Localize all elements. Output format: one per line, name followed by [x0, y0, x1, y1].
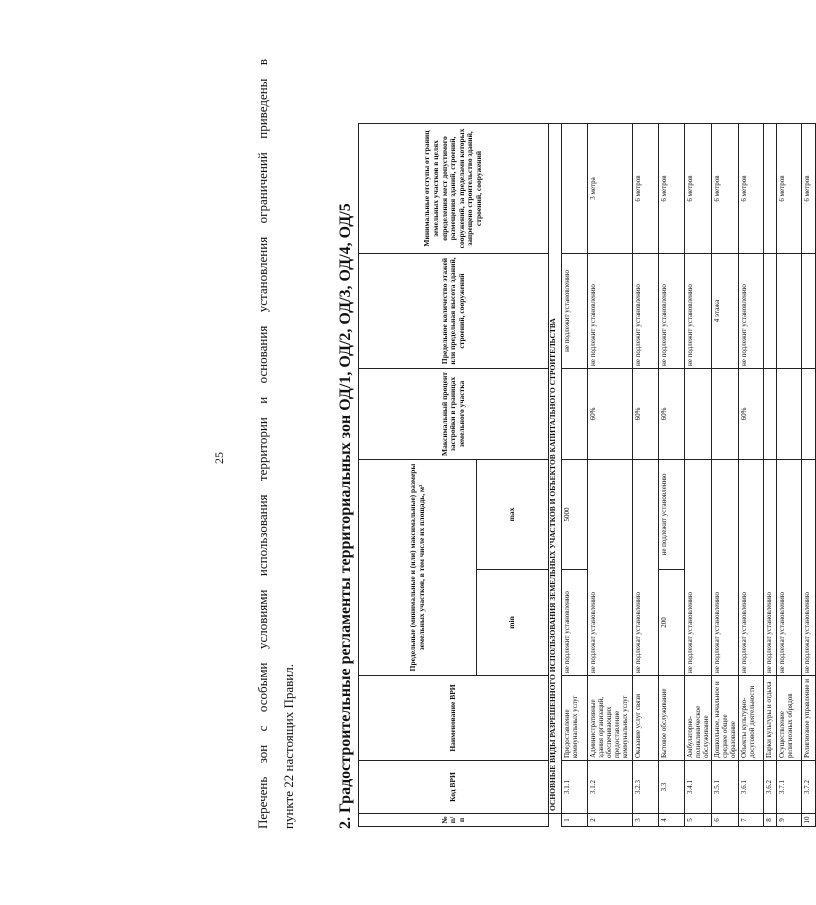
- header-name: Наименование ВРИ: [359, 676, 549, 761]
- row-percent: [777, 369, 802, 460]
- row-code: 3.1.1: [562, 761, 588, 814]
- row-setback: 6 метров: [802, 124, 816, 254]
- row-size: не подлежат установлению: [777, 460, 802, 676]
- table-row: [712, 124, 739, 827]
- row-floors: не подлежит установлению: [659, 254, 685, 369]
- intro-paragraph: [250, 59, 302, 829]
- row-name: Предоставление коммунальных услуг: [562, 676, 588, 761]
- section-spacer: [549, 814, 562, 827]
- row-num: 7: [739, 814, 764, 827]
- row-size: не подлежат установлению: [633, 460, 659, 676]
- row-floors: [777, 254, 802, 369]
- section-title: 2. Градостроительные регламенты территориальных зон ОД/1, ОД/2, ОД/3, ОД/4, ОД/5: [337, 203, 354, 829]
- row-setback: [562, 124, 588, 254]
- row-name: Оказание услуг связи: [633, 676, 659, 761]
- row-num: 1: [562, 814, 588, 827]
- row-floors: 4 этажа: [712, 254, 739, 369]
- header-min: min: [477, 570, 549, 676]
- row-percent: 60%: [739, 369, 764, 460]
- row-floors: не подлежит установлению: [739, 254, 764, 369]
- row-num: 5: [685, 814, 712, 827]
- header-setback: Минимальные отступы от границ земельных участков в целях определения мест допустимого размещения зданий, строений, сооружений, за пределами которых запрещено строительство зданий, строений, сооружений: [359, 124, 549, 254]
- header-max: max: [477, 460, 549, 570]
- row-code: 3.2.3: [633, 761, 659, 814]
- row-size: не подлежат установлению: [588, 460, 633, 676]
- row-setback: 6 метров: [633, 124, 659, 254]
- header-percent: Максимальный процент застройки в границах земельного участка: [359, 369, 549, 460]
- row-percent: [712, 369, 739, 460]
- row-floors: не подлежит установлению: [588, 254, 633, 369]
- row-percent: [802, 369, 816, 460]
- table-row: [562, 124, 588, 827]
- row-size: не подлежат установлению: [712, 460, 739, 676]
- row-min: не подлежит установлению: [562, 570, 588, 676]
- row-code: 3.6.2: [764, 761, 777, 814]
- row-setback: 6 метров: [685, 124, 712, 254]
- row-min: 200: [659, 570, 685, 676]
- row-floors: не подлежит установлению: [685, 254, 712, 369]
- row-name: Амбулаторно-поликлиническое обслуживание: [685, 676, 712, 761]
- intro-line-1: Перечень зон с особыми условиями использования территории и основания установления ограничений приведены в: [255, 59, 270, 829]
- row-floors: не подлежит установлению: [562, 254, 588, 369]
- row-max: не подлежит установлению: [659, 460, 685, 570]
- row-max: 5000: [562, 460, 588, 570]
- regulations-table: [358, 123, 816, 827]
- row-num: 8: [764, 814, 777, 827]
- row-floors: [764, 254, 777, 369]
- row-setback: [764, 124, 777, 254]
- section-row: [549, 124, 562, 827]
- row-num: 2: [588, 814, 633, 827]
- table-row: [659, 124, 685, 827]
- row-num: 6: [712, 814, 739, 827]
- row-name: Парки культуры и отдыха: [764, 676, 777, 761]
- table-row: [685, 124, 712, 827]
- header-num: № п/п: [359, 814, 549, 827]
- header-code: Код ВРИ: [359, 761, 549, 814]
- row-setback: 6 метров: [712, 124, 739, 254]
- row-floors: не подлежит установлению: [633, 254, 659, 369]
- row-code: 3.1.2: [588, 761, 633, 814]
- row-percent: [685, 369, 712, 460]
- row-name: Административные здания организаций, обеспечивающих предоставление коммунальных услуг: [588, 676, 633, 761]
- header-size: Предельные (минимальные и (или) максимальные) размеры земельных участков, в том числе их площадь, м²: [359, 460, 477, 676]
- row-setback: 6 метров: [777, 124, 802, 254]
- row-num: 3: [633, 814, 659, 827]
- row-code: 3.5.1: [712, 761, 739, 814]
- row-code: 3.7.1: [777, 761, 802, 814]
- table-row: [802, 124, 816, 827]
- row-name: Дошкольное, начальное и среднее общее образование: [712, 676, 739, 761]
- row-size: не подлежат установлению: [802, 460, 816, 676]
- row-code: 3.7.2: [802, 761, 816, 814]
- intro-line-2: пункте 22 настоящих Правил.: [281, 664, 296, 829]
- table-row: [588, 124, 633, 827]
- row-size: не подлежат установлению: [685, 460, 712, 676]
- row-name: Осуществление религиозных обрядов: [777, 676, 802, 761]
- table-row: [777, 124, 802, 827]
- section-label: ОСНОВНЫЕ ВИДЫ РАЗРЕШЕННОГО ИСПОЛЬЗОВАНИЯ ЗЕМЕЛЬНЫХ УЧАСТКОВ И ОБЪЕКТОВ КАПИТАЛЬНОГО СТРОИТЕЛЬСТВА: [549, 124, 562, 814]
- row-num: 4: [659, 814, 685, 827]
- table-row: [739, 124, 764, 827]
- row-size: не подлежат установлению: [739, 460, 764, 676]
- header-floors: Предельное количество этажей или предельная высота зданий, строений, сооружений: [359, 254, 549, 369]
- row-code: 3.6.1: [739, 761, 764, 814]
- row-floors: [802, 254, 816, 369]
- table-row: [764, 124, 777, 827]
- row-code: 3.4.1: [685, 761, 712, 814]
- row-name: Объекты культурно-досуговой деятельности: [739, 676, 764, 761]
- row-percent: [562, 369, 588, 460]
- row-percent: 60%: [588, 369, 633, 460]
- row-name: Бытовое обслуживание: [659, 676, 685, 761]
- row-num: 10: [802, 814, 816, 827]
- row-setback: 6 метров: [659, 124, 685, 254]
- row-size: не подлежат установлению: [764, 460, 777, 676]
- row-percent: 60%: [633, 369, 659, 460]
- row-setback: 6 метров: [739, 124, 764, 254]
- row-percent: [764, 369, 777, 460]
- row-percent: 60%: [659, 369, 685, 460]
- row-setback: 3 метра: [588, 124, 633, 254]
- row-name: Религиозное управление и: [802, 676, 816, 761]
- row-num: 9: [777, 814, 802, 827]
- table-row: [633, 124, 659, 827]
- table-header-row: [359, 124, 477, 827]
- page-number: 25: [212, 452, 226, 464]
- row-code: 3.3: [659, 761, 685, 814]
